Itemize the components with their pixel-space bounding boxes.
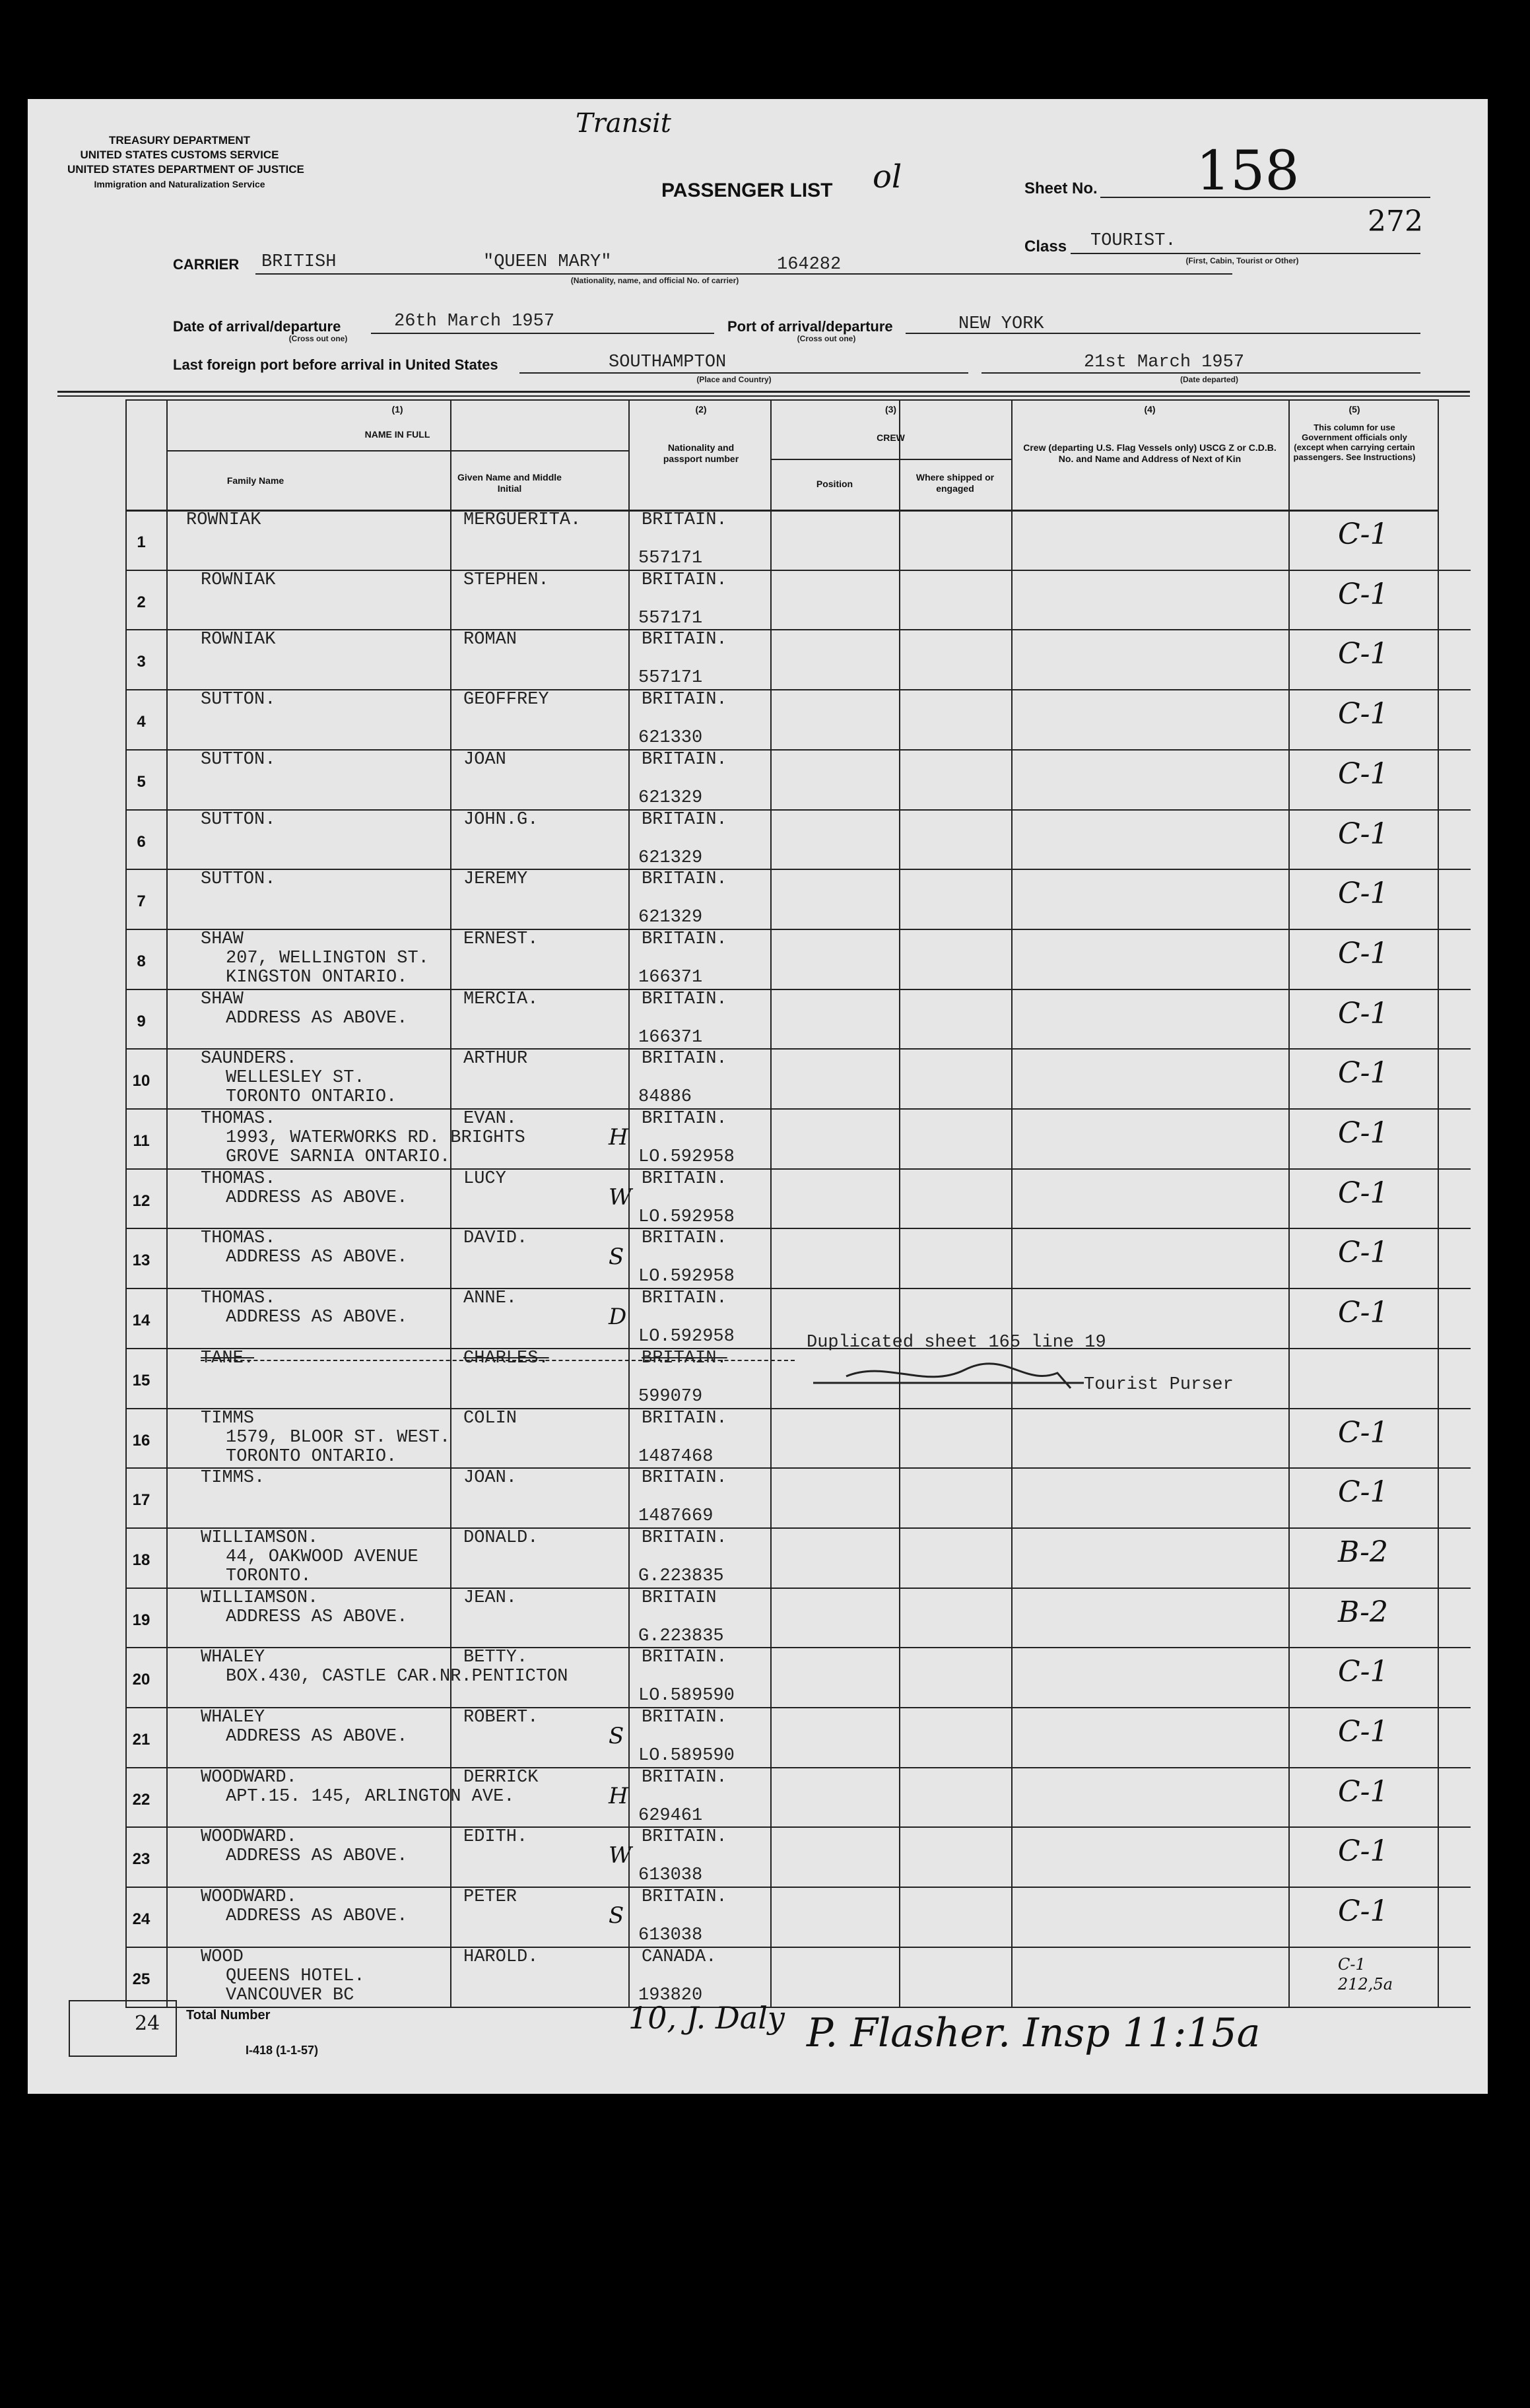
- family-name: WOODWARD.: [201, 1767, 297, 1788]
- inspector-note: 10, J. Daly: [628, 2000, 785, 2036]
- row-rule-7: [125, 929, 1471, 930]
- nationality: BRITAIN.: [642, 1708, 727, 1727]
- given-name: ERNEST.: [463, 929, 539, 949]
- row-rule-10: [125, 1108, 1471, 1110]
- passport-number: 613038: [638, 1865, 703, 1886]
- date-hint: (Cross out one): [288, 334, 348, 343]
- row-number: 15: [132, 1371, 150, 1389]
- carrier-nationality: BRITISH: [261, 252, 337, 272]
- address: 1579, BLOOR ST. WEST. TORONTO ONTARIO.: [226, 1427, 451, 1467]
- passport-number: LO.592958: [638, 1147, 735, 1167]
- given-name: JOHN.G.: [463, 809, 539, 830]
- row-number: 17: [132, 1491, 150, 1510]
- header-bottom-rule: [125, 510, 1438, 512]
- admission-code: C-1: [1338, 1296, 1389, 1330]
- row-rule-22: [125, 1826, 1471, 1828]
- passport-number: 621330: [638, 728, 703, 749]
- family-name: WHALEY: [201, 1708, 265, 1727]
- last-port-hint: (Place and Country): [696, 375, 772, 384]
- family-role-mark: H: [609, 1124, 628, 1151]
- address: ADDRESS AS ABOVE.: [226, 1008, 408, 1028]
- purser-signature-scribble: [807, 1356, 1097, 1396]
- address: ADDRESS AS ABOVE.: [226, 1607, 408, 1627]
- class-underline: [1071, 253, 1420, 254]
- passport-number: 166371: [638, 967, 703, 987]
- address: ADDRESS AS ABOVE.: [226, 1308, 408, 1328]
- row-rule-24: [125, 1947, 1471, 1948]
- address: 207, WELLINGTON ST. KINGSTON ONTARIO.: [226, 948, 429, 987]
- total-box: [69, 2000, 177, 2057]
- nationality: BRITAIN.: [642, 1648, 727, 1668]
- carrier-label: CARRIER: [173, 256, 240, 273]
- date-label: Date of arrival/departure: [173, 318, 341, 335]
- row-number: 8: [137, 952, 146, 970]
- row-number: 21: [132, 1731, 150, 1749]
- row-number: 24: [132, 1910, 150, 1929]
- given-name: ARTHUR: [463, 1049, 528, 1069]
- admission-code: C-1: [1338, 1176, 1389, 1210]
- admission-code: C-1: [1338, 936, 1389, 970]
- passport-number: G.223835: [638, 1566, 724, 1586]
- initial-mark: ol: [873, 158, 902, 195]
- family-name: TANE.: [201, 1348, 255, 1368]
- col4-title: Crew (departing U.S. Flag Vessels only) USCG Z or C.D.B. No. and Name and Address of Next of Kin: [1023, 442, 1277, 464]
- dept-line-3: UNITED STATES DEPARTMENT OF JUSTICE: [67, 163, 304, 176]
- carrier-name: "QUEEN MARY": [483, 252, 612, 272]
- address: ADDRESS AS ABOVE.: [226, 1906, 408, 1927]
- form-number: I-418 (1-1-57): [246, 2044, 319, 2057]
- given-name: HAROLD.: [463, 1947, 539, 1967]
- name-subheader-rule: [166, 450, 628, 452]
- given-name: ROMAN: [463, 630, 517, 650]
- admission-code: C-1: [1338, 996, 1389, 1030]
- passport-number: 621329: [638, 908, 703, 928]
- row-number: 1: [137, 533, 146, 551]
- passport-number: 557171: [638, 608, 703, 628]
- table-col-line-2: [450, 399, 451, 2007]
- last-port-value: SOUTHAMPTON: [609, 352, 727, 372]
- given-name: DONALD.: [463, 1527, 539, 1548]
- row-rule-9: [125, 1048, 1471, 1050]
- row-rule-20: [125, 1707, 1471, 1708]
- given-name: JOAN.: [463, 1468, 517, 1488]
- inspector-signature: P. Flasher. Insp 11:15a: [807, 2010, 1261, 2056]
- row-number: 3: [137, 653, 146, 671]
- dept-line-1: TREASURY DEPARTMENT: [108, 134, 251, 147]
- passport-number: 193820: [638, 1985, 703, 2005]
- family-name: WOODWARD.: [201, 1887, 297, 1908]
- depart-date-hint: (Date departed): [1180, 375, 1238, 384]
- admission-code: C-1: [1338, 1056, 1389, 1090]
- row-number: 22: [132, 1790, 150, 1809]
- nationality: BRITAIN.: [642, 749, 727, 770]
- col5-title: This column for use Government officials only (except when carrying certain passengers. See Instructions): [1293, 422, 1416, 462]
- passport-number: 166371: [638, 1027, 703, 1048]
- nationality: BRITAIN.: [642, 1827, 727, 1848]
- port-label: Port of arrival/departure: [727, 318, 893, 335]
- family-name: THOMAS.: [201, 1109, 276, 1129]
- table-col-line-1: [166, 399, 168, 2007]
- nationality: BRITAIN.: [642, 1887, 727, 1908]
- family-role-mark: D: [609, 1304, 627, 1331]
- given-name: EVAN.: [463, 1109, 517, 1129]
- family-name: SUTTON.: [201, 749, 276, 770]
- depart-date: 21st March 1957: [1084, 352, 1245, 372]
- passport-number: LO.592958: [638, 1207, 735, 1227]
- admission-code: C-1: [1338, 1834, 1389, 1869]
- col-shipped-header: Where shipped or engaged: [915, 472, 995, 494]
- col1-number: (1): [391, 404, 403, 415]
- admission-code: B-2: [1338, 1535, 1389, 1569]
- row-number: 12: [132, 1191, 150, 1210]
- row-rule-12: [125, 1228, 1471, 1229]
- family-name: WOOD: [201, 1947, 244, 1967]
- table-col-line-5: [899, 399, 900, 2007]
- nationality: BRITAIN.: [642, 1288, 727, 1309]
- family-role-mark: W: [609, 1184, 632, 1211]
- given-name: BETTY.: [463, 1648, 528, 1668]
- nationality: BRITAIN.: [642, 869, 727, 890]
- class-label: Class: [1024, 238, 1067, 255]
- family-name: ROWNIAK: [186, 510, 261, 530]
- row-number: 7: [137, 892, 146, 911]
- family-name: SUTTON.: [201, 690, 276, 710]
- row-number: 19: [132, 1611, 150, 1629]
- class-value: TOURIST.: [1090, 231, 1176, 251]
- header-rule-1: [57, 391, 1470, 393]
- passport-number: 84886: [638, 1087, 692, 1108]
- address: WELLESLEY ST. TORONTO ONTARIO.: [226, 1068, 397, 1108]
- admission-code: C-1: [1338, 1236, 1389, 1270]
- admission-code: C-1: [1338, 756, 1389, 791]
- carrier-underline: [255, 273, 1232, 275]
- row-rule-23: [125, 1887, 1471, 1888]
- address: ADDRESS AS ABOVE.: [226, 1187, 408, 1208]
- given-name: PETER: [463, 1887, 517, 1908]
- row-rule-25: [125, 2007, 1471, 2008]
- family-name: SHAW: [201, 929, 244, 949]
- given-name: JEREMY: [463, 869, 528, 890]
- admission-code: C-1: [1338, 817, 1389, 851]
- admission-code: C-1: [1338, 518, 1389, 551]
- passport-number: LO.589590: [638, 1686, 735, 1706]
- col2-number: (2): [695, 404, 707, 415]
- class-hint: (First, Cabin, Tourist or Other): [1185, 256, 1299, 265]
- table-col-line-6: [1011, 399, 1013, 2007]
- row-number: 4: [137, 713, 146, 731]
- passport-number: LO.592958: [638, 1267, 735, 1287]
- row-rule-14: [125, 1348, 1471, 1349]
- row-rule-8: [125, 989, 1471, 990]
- row-number: 13: [132, 1252, 150, 1270]
- nationality: BRITAIN.: [642, 809, 727, 830]
- dept-line-2: UNITED STATES CUSTOMS SERVICE: [80, 149, 279, 161]
- handwritten-transit-note: Transit: [576, 108, 671, 139]
- header-rule-2: [57, 395, 1470, 397]
- family-name: ROWNIAK: [201, 570, 276, 590]
- row-number: 25: [132, 1970, 150, 1988]
- crew-subheader-rule: [770, 459, 1011, 460]
- table-col-line-7: [1288, 399, 1290, 2007]
- depart-date-underline: [981, 372, 1420, 374]
- form-title: PASSENGER LIST: [661, 180, 833, 201]
- nationality: BRITAIN.: [642, 630, 727, 650]
- row-rule-6: [125, 869, 1471, 870]
- family-role-mark: S: [609, 1902, 624, 1929]
- admission-code: C-1: [1338, 697, 1389, 731]
- admission-code: C-1: [1338, 1116, 1389, 1150]
- row15-purser-title: Tourist Purser: [1084, 1375, 1234, 1395]
- nationality: BRITAIN.: [642, 690, 727, 710]
- last-port-label: Last foreign port before arrival in United States: [173, 356, 498, 373]
- col-family-header: Family Name: [226, 475, 284, 486]
- given-name: MERGUERITA.: [463, 510, 582, 530]
- address: APT.15. 145, ARLINGTON AVE.: [226, 1786, 515, 1807]
- row-rule-16: [125, 1467, 1471, 1469]
- nationality: BRITAIN.: [642, 1168, 727, 1189]
- given-name: STEPHEN.: [463, 570, 549, 590]
- nationality: BRITAIN.: [642, 1228, 727, 1249]
- nationality: BRITAIN.: [642, 1468, 727, 1488]
- given-name: GEOFFREY: [463, 690, 549, 710]
- row-rule-11: [125, 1168, 1471, 1170]
- address: BOX.430, CASTLE CAR.NR.PENTICTON: [226, 1667, 568, 1687]
- date-value: 26th March 1957: [394, 312, 555, 331]
- admission-code: C-1: [1338, 1894, 1389, 1929]
- nationality: BRITAIN.: [642, 1767, 727, 1788]
- carrier-hint: (Nationality, name, and official No. of carrier): [570, 276, 739, 285]
- given-name: EDITH.: [463, 1827, 528, 1848]
- passport-number: LO.589590: [638, 1746, 735, 1766]
- dept-line-4: Immigration and Naturalization Service: [94, 179, 265, 189]
- nationality: BRITAIN.: [642, 510, 727, 530]
- last-port-underline: [519, 372, 968, 374]
- row15-duplicate-note: Duplicated sheet 165 line 19: [807, 1333, 1106, 1353]
- row-rule-3: [125, 689, 1471, 690]
- given-name: MERCIA.: [463, 989, 539, 1009]
- address: ADDRESS AS ABOVE.: [226, 1846, 408, 1867]
- total-value: 24: [135, 2012, 160, 2035]
- given-name: JEAN.: [463, 1588, 517, 1608]
- table-col-line-8: [1438, 399, 1439, 2007]
- row-rule-13: [125, 1288, 1471, 1289]
- nationality: BRITAIN.: [642, 1527, 727, 1548]
- address: ADDRESS AS ABOVE.: [226, 1727, 408, 1747]
- row-rule-15: [125, 1408, 1471, 1409]
- family-role-mark: H: [609, 1782, 628, 1809]
- admission-code: C-1: [1338, 577, 1389, 611]
- admission-code: C-1: [1338, 1475, 1389, 1510]
- port-hint: (Cross out one): [797, 334, 856, 343]
- nationality: BRITAIN: [642, 1588, 717, 1608]
- admission-code: B-2: [1338, 1595, 1389, 1629]
- given-name: DAVID.: [463, 1228, 528, 1249]
- nationality: BRITAIN.: [642, 1348, 727, 1368]
- passport-number: 599079: [638, 1386, 703, 1407]
- col-position-header: Position: [816, 479, 853, 489]
- nationality: BRITAIN.: [642, 1109, 727, 1129]
- total-label: Total Number: [186, 2008, 271, 2023]
- given-name: CHARLES.: [463, 1348, 549, 1368]
- passport-number: 621329: [638, 787, 703, 808]
- nationality: BRITAIN.: [642, 1049, 727, 1069]
- table-col-line-4: [770, 399, 772, 2007]
- row-rule-1: [125, 570, 1471, 571]
- department-block: [67, 133, 304, 191]
- family-name: THOMAS.: [201, 1168, 276, 1189]
- col3-number: (3): [884, 404, 897, 415]
- passport-number: 1487669: [638, 1506, 714, 1527]
- col2-title: Nationality and passport number: [663, 442, 739, 464]
- family-name: WILLIAMSON.: [201, 1588, 319, 1608]
- row-rule-21: [125, 1767, 1471, 1768]
- family-name: WHALEY: [201, 1648, 265, 1668]
- col4-number: (4): [1144, 404, 1156, 415]
- row-rule-4: [125, 749, 1471, 751]
- given-name: COLIN: [463, 1408, 517, 1428]
- given-name: JOAN: [463, 749, 506, 770]
- admission-code: C-1: [1338, 637, 1389, 671]
- row-number: 2: [137, 593, 146, 611]
- family-role-mark: S: [609, 1723, 624, 1749]
- passport-number: LO.592958: [638, 1327, 735, 1347]
- row-number: 11: [133, 1132, 150, 1150]
- sheet-label: Sheet No.: [1024, 180, 1098, 197]
- family-name: ROWNIAK: [201, 630, 276, 650]
- family-name: TIMMS.: [201, 1468, 265, 1488]
- passenger-list-sheet: [28, 99, 1488, 2094]
- row-number: 14: [132, 1312, 150, 1330]
- given-name: DERRICK: [463, 1767, 539, 1788]
- nationality: BRITAIN.: [642, 929, 727, 949]
- col-given-header: Given Name and Middle Initial: [457, 472, 562, 494]
- nationality: BRITAIN.: [642, 570, 727, 590]
- port-underline: [906, 333, 1420, 334]
- nationality: BRITAIN.: [642, 989, 727, 1009]
- sheet-number: 158: [1196, 140, 1300, 203]
- row-rule-18: [125, 1588, 1471, 1589]
- col1-title: NAME IN FULL: [364, 429, 430, 440]
- row-rule-19: [125, 1647, 1471, 1648]
- row-number: 9: [137, 1012, 146, 1030]
- family-name: THOMAS.: [201, 1288, 276, 1309]
- admission-code: C-1 212,5a: [1338, 1955, 1393, 1993]
- row-rule-17: [125, 1527, 1471, 1529]
- row-number: 16: [132, 1431, 150, 1450]
- given-name: ROBERT.: [463, 1708, 539, 1727]
- address: 1993, WATERWORKS RD. BRIGHTS GROVE SARNIA ONTARIO.: [226, 1128, 525, 1167]
- passport-number: 629461: [638, 1805, 703, 1826]
- date-underline: [371, 333, 714, 334]
- family-name: THOMAS.: [201, 1228, 276, 1249]
- address: QUEENS HOTEL. VANCOUVER BC: [226, 1966, 365, 2005]
- passport-number: 557171: [638, 549, 703, 568]
- address: ADDRESS AS ABOVE.: [226, 1248, 408, 1268]
- row-number: 5: [137, 772, 146, 791]
- col5-number: (5): [1348, 404, 1360, 415]
- family-name: SAUNDERS.: [201, 1049, 297, 1069]
- family-role-mark: S: [609, 1244, 624, 1271]
- row-number: 20: [132, 1671, 150, 1689]
- address: 44, OAKWOOD AVENUE TORONTO.: [226, 1547, 418, 1586]
- passport-number: G.223835: [638, 1626, 724, 1646]
- passport-number: 1487468: [638, 1446, 714, 1467]
- passport-number: 613038: [638, 1925, 703, 1946]
- family-name: SHAW: [201, 989, 244, 1009]
- table-top-rule: [125, 399, 1438, 401]
- row-rule-5: [125, 809, 1471, 811]
- passport-number: 557171: [638, 668, 703, 688]
- row-number: 23: [132, 1850, 150, 1869]
- col3-title: CREW: [877, 432, 905, 443]
- admission-code: C-1: [1338, 1415, 1389, 1450]
- nationality: CANADA.: [642, 1947, 717, 1967]
- family-name: WOODWARD.: [201, 1827, 297, 1848]
- admission-code: C-1: [1338, 1715, 1389, 1749]
- family-role-mark: W: [609, 1842, 632, 1869]
- page-number: 272: [1368, 205, 1423, 238]
- passport-number: 621329: [638, 848, 703, 868]
- given-name: ANNE.: [463, 1288, 517, 1309]
- row-number: 18: [132, 1551, 150, 1569]
- nationality: BRITAIN.: [642, 1408, 727, 1428]
- admission-code: C-1: [1338, 1655, 1389, 1689]
- row-rule-2: [125, 629, 1471, 630]
- row-number: 6: [137, 832, 146, 851]
- given-name: LUCY: [463, 1168, 506, 1189]
- family-name: SUTTON.: [201, 869, 276, 890]
- carrier-number: 164282: [777, 255, 842, 275]
- family-name: WILLIAMSON.: [201, 1527, 319, 1548]
- admission-code: C-1: [1338, 877, 1389, 911]
- row-number: 10: [132, 1072, 150, 1090]
- admission-code: C-1: [1338, 1774, 1389, 1809]
- port-value: NEW YORK: [958, 314, 1044, 334]
- family-name: TIMMS: [201, 1408, 255, 1428]
- family-name: SUTTON.: [201, 809, 276, 830]
